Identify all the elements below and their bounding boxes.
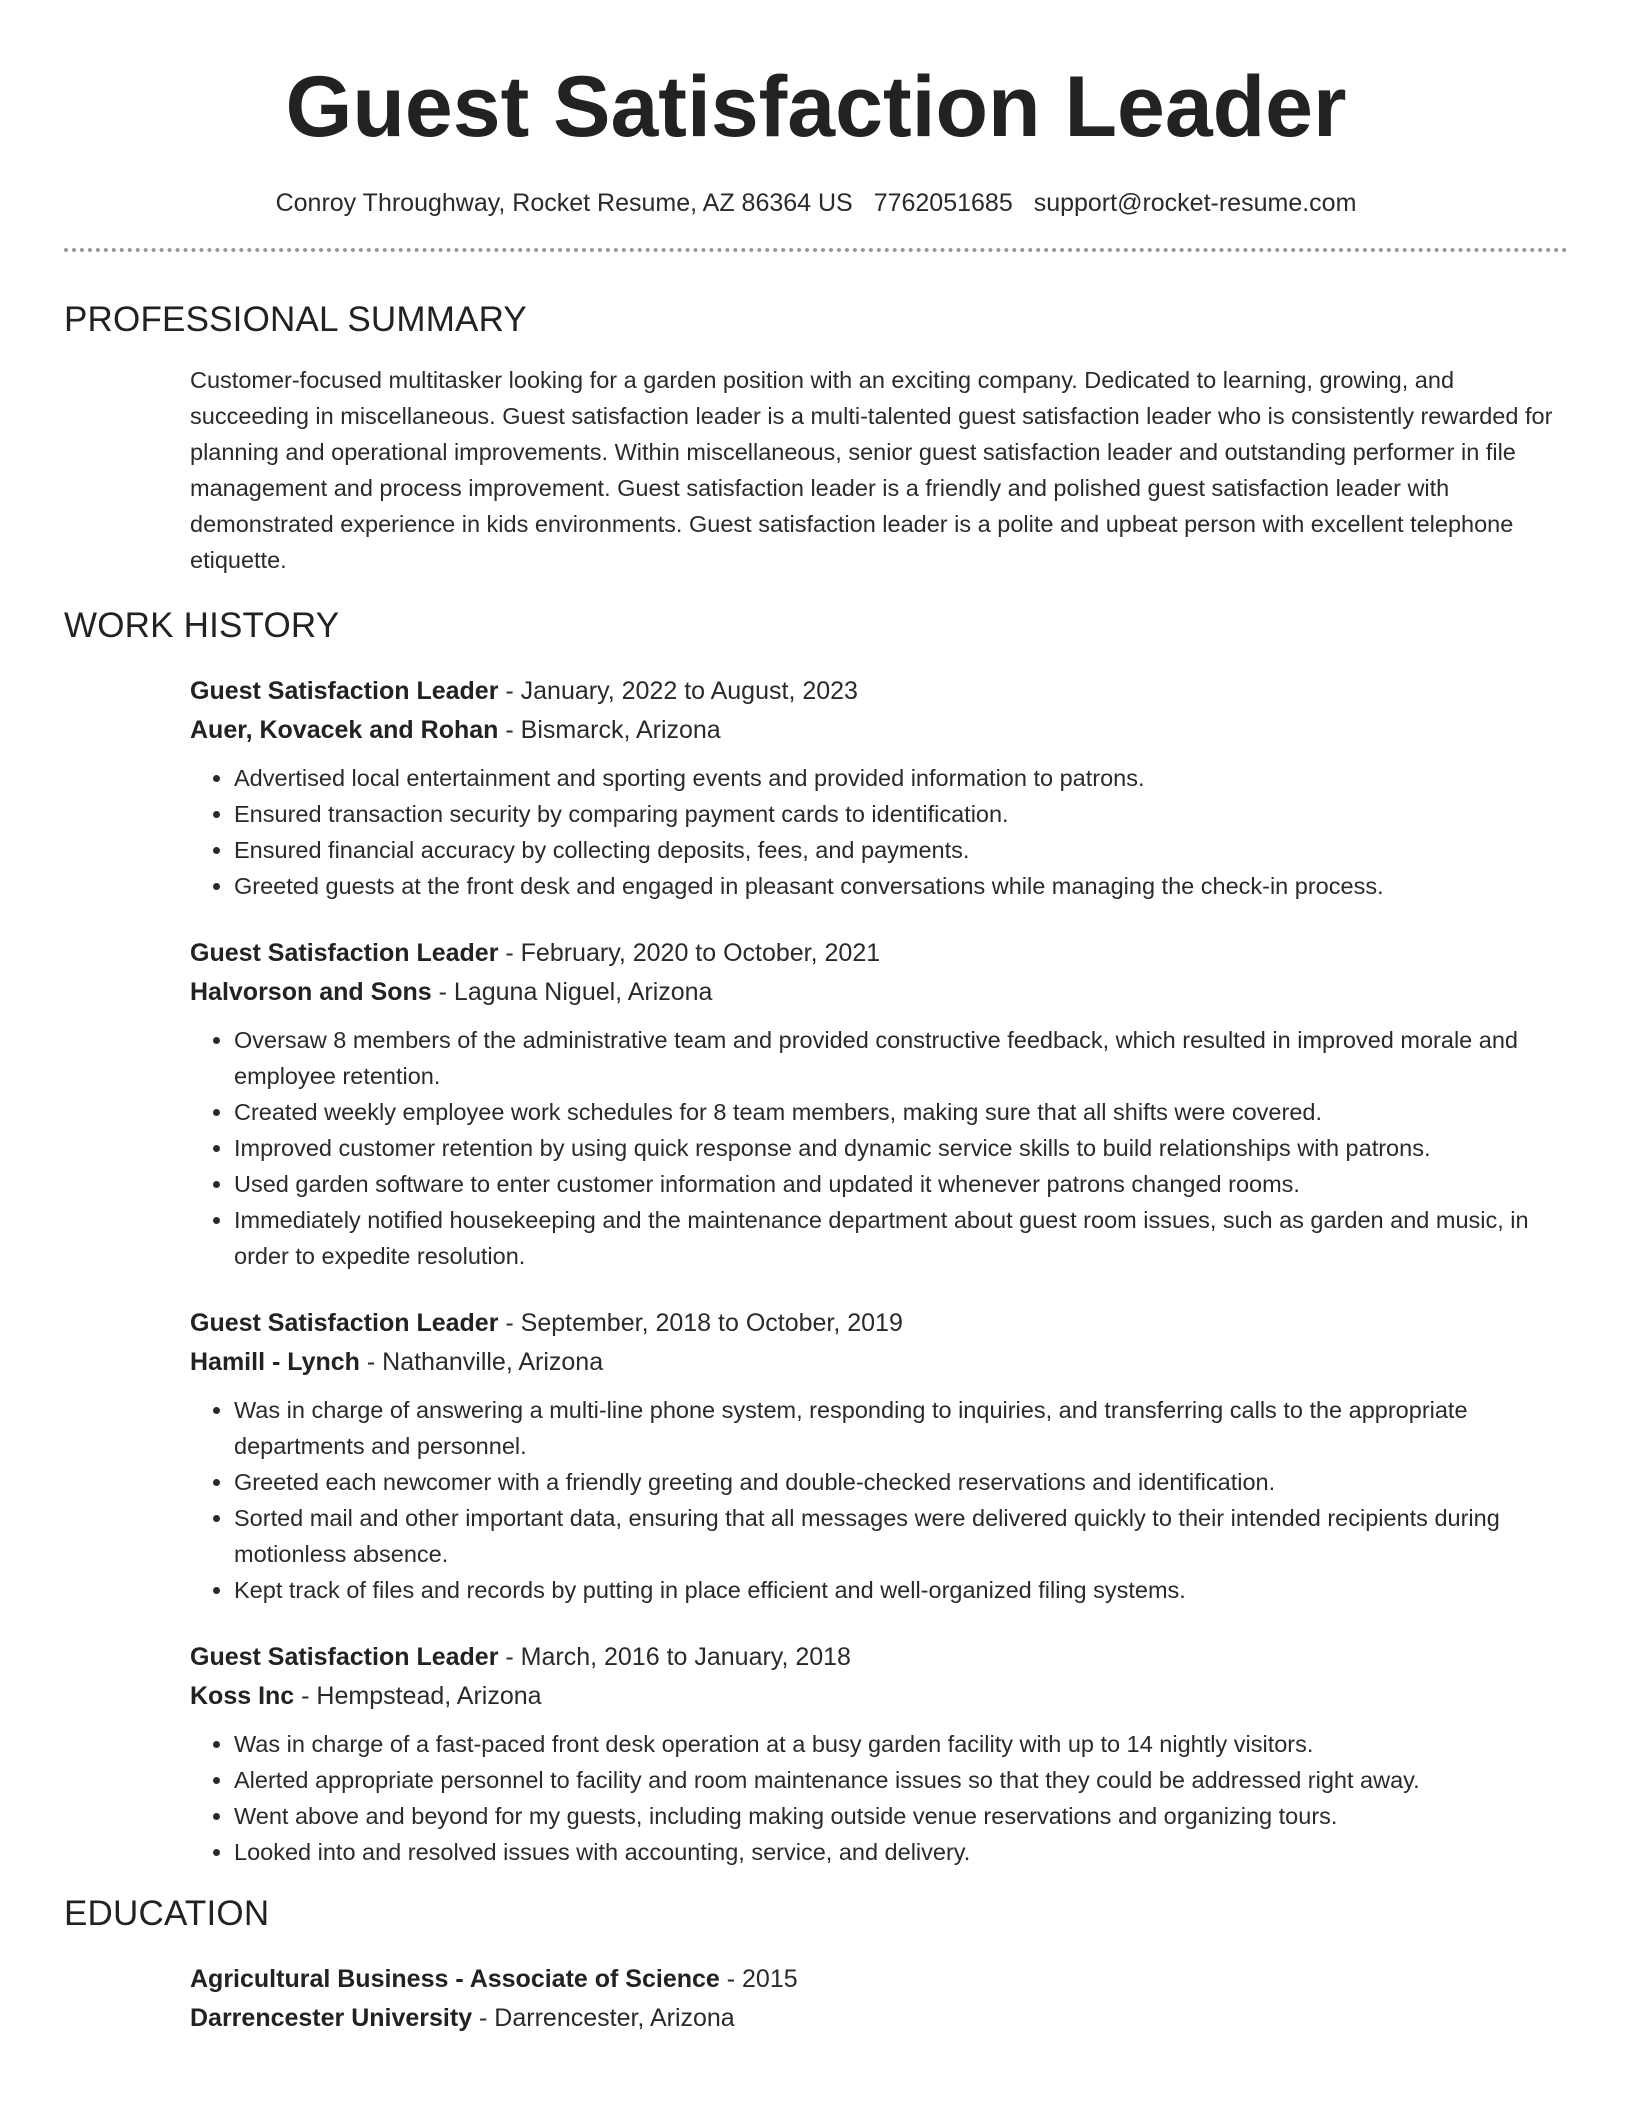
contact-address: Conroy Throughway, Rocket Resume, AZ 86364 US [275, 189, 853, 217]
job-bullet: • Ensured financial accuracy by collecting deposits, fees, and payments. [234, 832, 1568, 868]
job-bullets [190, 1022, 1568, 1274]
job-title: Guest Satisfaction Leader [190, 1309, 499, 1337]
job-dates: - March, 2016 to January, 2018 [498, 1643, 851, 1671]
header-divider [64, 248, 1568, 252]
job-bullet: • Greeted each newcomer with a friendly greeting and double-checked reservations and identification. [234, 1464, 1568, 1500]
job-company-line [190, 1677, 1568, 1716]
section-heading-education: EDUCATION [64, 1894, 270, 1933]
job-bullet: • Used garden software to enter customer information and updated it whenever patrons changed rooms. [234, 1166, 1568, 1202]
education-degree: Agricultural Business - Associate of Science [190, 1965, 720, 1993]
job-title-line [190, 1638, 1568, 1677]
job-bullets [190, 1726, 1568, 1870]
job-company-line [190, 711, 1568, 750]
education-location: - Darrencester, Arizona [472, 2004, 735, 2032]
section-heading-summary: PROFESSIONAL SUMMARY [64, 300, 527, 339]
contact-phone: 7762051685 [873, 189, 1013, 217]
job-entry [190, 672, 1568, 904]
job-bullet: • Advertised local entertainment and sporting events and provided information to patrons. [234, 760, 1568, 796]
education-school-line [190, 1999, 1568, 2038]
job-bullet: • Ensured transaction security by comparing payment cards to identification. [234, 796, 1568, 832]
job-bullet: • Created weekly employee work schedules for 8 team members, making sure that all shifts were covered. [234, 1094, 1568, 1130]
job-bullets [190, 760, 1568, 904]
job-location: - Bismarck, Arizona [498, 716, 721, 744]
resume-page [64, 0, 1568, 2038]
job-dates: - September, 2018 to October, 2019 [498, 1309, 903, 1337]
job-title: Guest Satisfaction Leader [190, 939, 499, 967]
job-bullet: • Looked into and resolved issues with accounting, service, and delivery. [234, 1834, 1568, 1870]
job-company-line [190, 973, 1568, 1012]
contact-line [64, 186, 1568, 220]
education-entry [190, 1960, 1568, 2038]
job-company: Auer, Kovacek and Rohan [190, 716, 499, 744]
education-degree-line [190, 1960, 1568, 1999]
job-bullet: • Went above and beyond for my guests, including making outside venue reservations and organizing tours. [234, 1798, 1568, 1834]
education-school: Darrencester University [190, 2004, 473, 2032]
job-entry [190, 1304, 1568, 1608]
job-title-line [190, 1304, 1568, 1343]
job-location: - Laguna Niguel, Arizona [431, 978, 713, 1006]
job-title-line [190, 934, 1568, 973]
education-year: - 2015 [719, 1965, 798, 1993]
job-title: Guest Satisfaction Leader [190, 1643, 499, 1671]
job-title-line [190, 672, 1568, 711]
job-bullet: • Sorted mail and other important data, ensuring that all messages were delivered quickly to their intended recipients during motionless absence. [234, 1500, 1568, 1572]
contact-email: support@rocket-resume.com [1033, 189, 1357, 217]
job-company-line [190, 1343, 1568, 1382]
job-company: Hamill - Lynch [190, 1348, 360, 1376]
job-entry [190, 1638, 1568, 1870]
job-bullet: • Alerted appropriate personnel to facility and room maintenance issues so that they could be addressed right away. [234, 1762, 1568, 1798]
job-entry [190, 934, 1568, 1274]
job-dates: - February, 2020 to October, 2021 [498, 939, 881, 967]
summary-text: Customer-focused multitasker looking for a garden position with an exciting company. Dedicated to learning, growing, and succeeding in miscellaneous. Guest satisfaction leader is a multi-talented guest satisfaction leader who is consistently rewarded for planning and operational improvements. Within miscellaneous, senior guest satisfaction leader and outstanding performer in file management and process improvement. Guest satisfaction leader is a friendly and polished guest satisfaction leader with demonstrated experience in kids environments. Guest satisfaction leader is a polite and upbeat person with excellent telephone etiquette. [190, 367, 1553, 573]
job-company: Halvorson and Sons [190, 978, 432, 1006]
job-bullet: • Immediately notified housekeeping and the maintenance department about guest room issues, such as garden and music, in order to expedite resolution. [234, 1202, 1568, 1274]
job-bullet: • Was in charge of answering a multi-line phone system, responding to inquiries, and transferring calls to the appropriate departments and personnel. [234, 1392, 1568, 1464]
job-location: - Hempstead, Arizona [294, 1682, 542, 1710]
job-bullets [190, 1392, 1568, 1608]
job-bullet: • Oversaw 8 members of the administrative team and provided constructive feedback, which resulted in improved morale and employee retention. [234, 1022, 1568, 1094]
job-bullet: • Kept track of files and records by putting in place efficient and well-organized filing systems. [234, 1572, 1568, 1608]
job-title: Guest Satisfaction Leader [190, 677, 499, 705]
job-bullet: • Greeted guests at the front desk and engaged in pleasant conversations while managing the check-in process. [234, 868, 1568, 904]
resume-title: Guest Satisfaction Leader [285, 59, 1347, 155]
job-location: - Nathanville, Arizona [359, 1348, 604, 1376]
job-dates: - January, 2022 to August, 2023 [498, 677, 858, 705]
job-bullet: • Improved customer retention by using quick response and dynamic service skills to build relationships with patrons. [234, 1130, 1568, 1166]
section-heading-work-history: WORK HISTORY [64, 606, 340, 645]
job-company: Koss Inc [190, 1682, 295, 1710]
job-bullet: • Was in charge of a fast-paced front desk operation at a busy garden facility with up to 14 nightly visitors. [234, 1726, 1568, 1762]
